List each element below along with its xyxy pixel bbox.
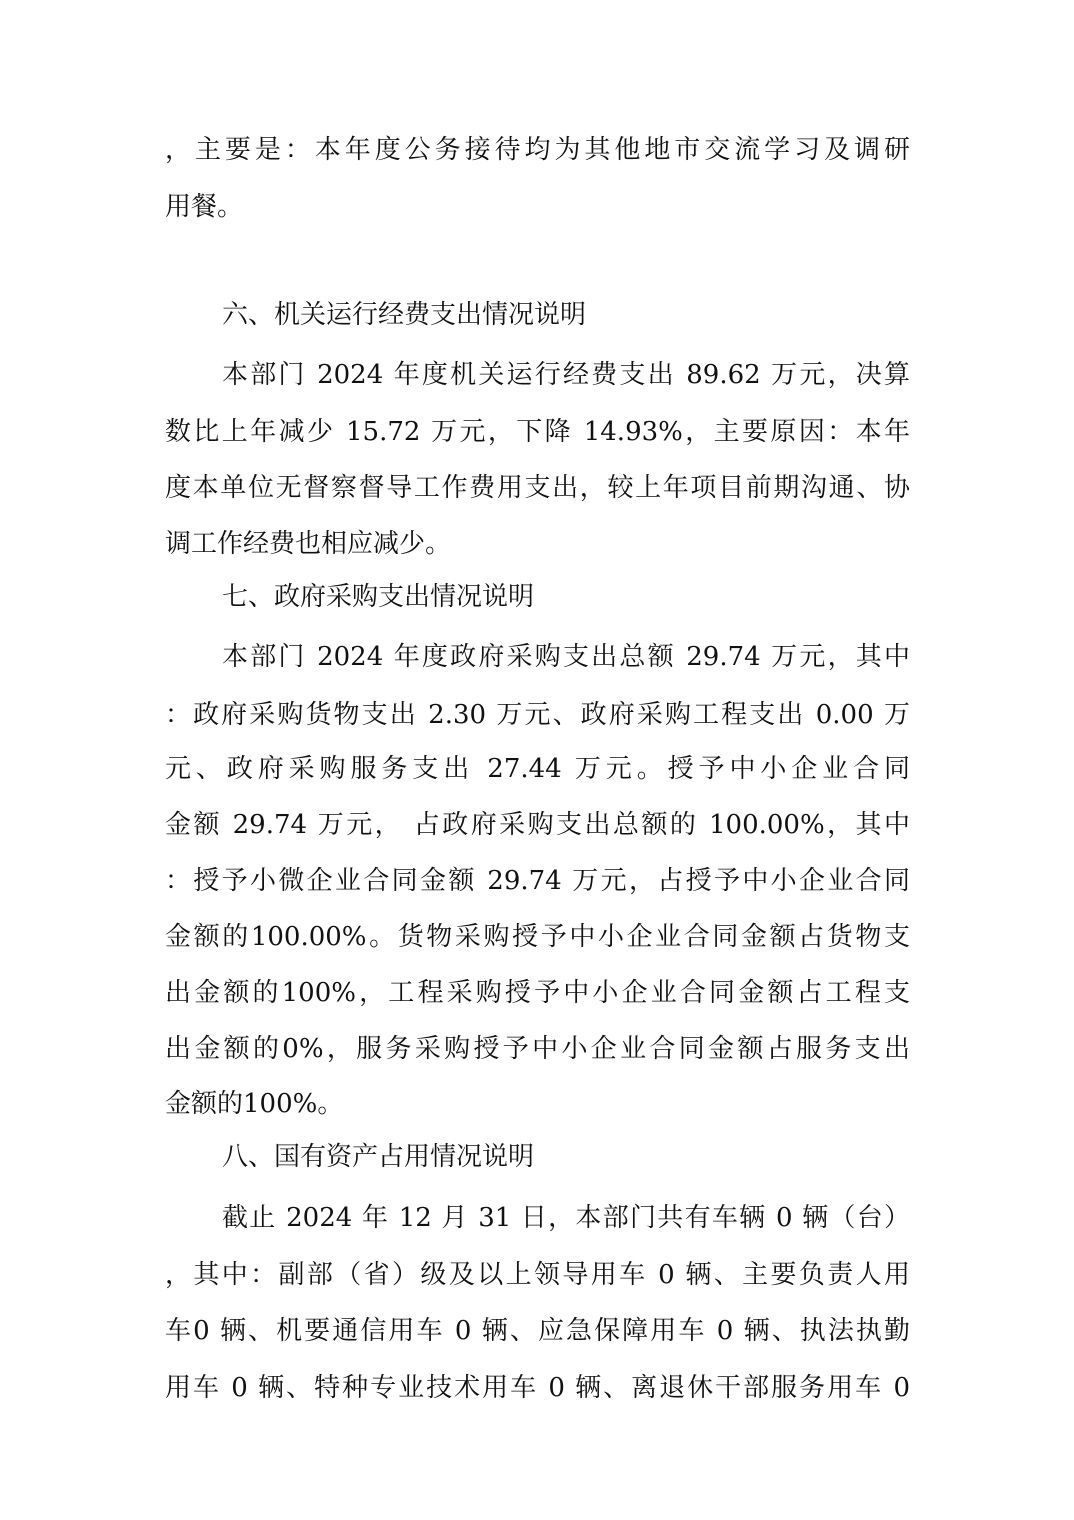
paragraph-line: 出金额的0%，服务采购授予中小企业合同金额占服务支出 — [165, 1034, 910, 1064]
paragraph-line: 数比上年减少 15.72 万元，下降 14.93%，主要原因：本年 — [165, 417, 910, 447]
paragraph-line: ，主要是：本年度公务接待均为其他地市交流学习及调研 — [165, 135, 910, 165]
paragraph-line: 截止 2024 年 12 月 31 日，本部门共有车辆 0 辆（台） — [222, 1203, 910, 1233]
section-heading-6: 六、机关运行经费支出情况说明 — [222, 300, 587, 330]
paragraph-line: 调工作经费也相应减少。 — [165, 529, 452, 559]
paragraph-line: 度本单位无督察督导工作费用支出，较上年项目前期沟通、协 — [165, 473, 910, 503]
section-heading-8: 八、国有资产占用情况说明 — [222, 1142, 535, 1172]
paragraph-line: ，其中：副部（省）级及以上领导用车 0 辆、主要负责人用 — [165, 1260, 910, 1290]
paragraph-line: ：授予小微企业合同金额 29.74 万元，占授予中小企业合同 — [165, 866, 910, 896]
paragraph-line: 元、政府采购服务支出 27.44 万元。授予中小企业合同 — [165, 754, 910, 784]
section-heading-7: 七、政府采购支出情况说明 — [222, 582, 535, 612]
paragraph-line: 出金额的100%，工程采购授予中小企业合同金额占工程支 — [165, 978, 910, 1008]
paragraph-line: 金额的100.00%。货物采购授予中小企业合同金额占货物支 — [165, 922, 910, 952]
paragraph-line: ：政府采购货物支出 2.30 万元、政府采购工程支出 0.00 万 — [165, 700, 910, 730]
paragraph-line: 金额的100%。 — [165, 1089, 344, 1119]
paragraph-line: 用车 0 辆、特种专业技术用车 0 辆、离退休干部服务用车 0 — [165, 1373, 910, 1403]
paragraph-line: 本部门 2024 年度政府采购支出总额 29.74 万元，其中 — [222, 642, 910, 672]
paragraph-line: 金额 29.74 万元， 占政府采购支出总额的 100.00%，其中 — [165, 810, 910, 840]
paragraph-line: 用餐。 — [165, 192, 244, 222]
paragraph-line: 本部门 2024 年度机关运行经费支出 89.62 万元，决算 — [222, 360, 910, 390]
paragraph-line: 车0 辆、机要通信用车 0 辆、应急保障用车 0 辆、执法执勤 — [165, 1316, 910, 1346]
